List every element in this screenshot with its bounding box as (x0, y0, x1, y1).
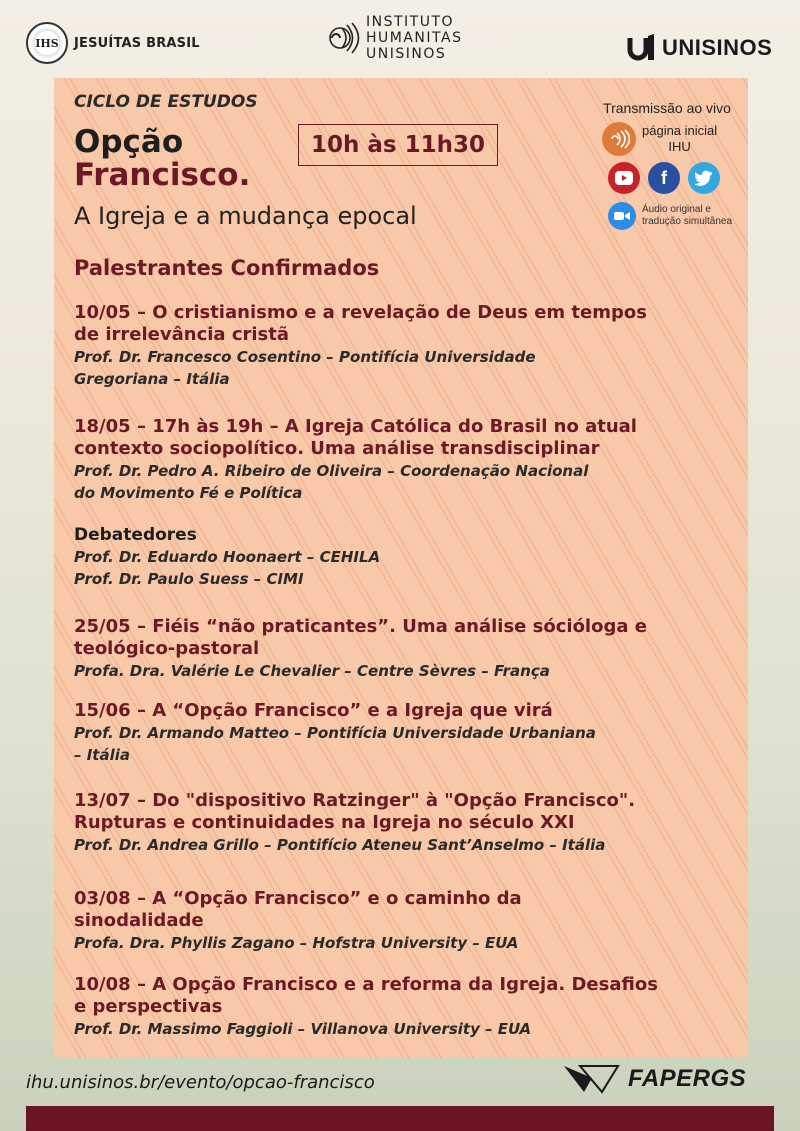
session-speaker-line: Prof. Dr. Andrea Grillo – Pontifício Ateneu Sant’Anselmo – Itália (74, 836, 606, 854)
session-item (74, 700, 734, 766)
session-title-line: de irrelevância cristã (74, 324, 289, 345)
session-item (74, 974, 734, 1040)
session-speaker-line: Gregoriana – Itália (74, 370, 230, 388)
instituto-humanitas-logo[interactable] (328, 14, 462, 62)
session-speaker (74, 834, 734, 856)
ihu-icon[interactable] (602, 122, 636, 156)
session-speaker (74, 1018, 734, 1040)
ihu-logo-line: HUMANITAS (366, 30, 463, 46)
session-speaker-line: – Itália (74, 746, 131, 764)
live-stream-block (602, 100, 742, 230)
ihu-logo-text (366, 14, 462, 62)
poster-panel (54, 78, 748, 1058)
session-speaker (74, 660, 734, 682)
home-page-line: IHU (668, 139, 691, 154)
top-logo-bar (0, 0, 800, 86)
ihu-logo-line: INSTITUTO (366, 14, 455, 30)
ihu-home-link[interactable] (602, 122, 742, 156)
session-speaker (74, 346, 734, 390)
jesuitas-logo-text: JESUÍTAS BRASIL (74, 35, 200, 51)
session-title (74, 616, 734, 660)
event-url-link[interactable]: ihu.unisinos.br/evento/opcao-francisco (26, 1072, 375, 1093)
session-item (74, 888, 734, 954)
fapergs-logo-text: FAPERGS (628, 1065, 747, 1092)
session-title-line: Rupturas e continuidades na Igreja no século XXI (74, 812, 575, 833)
session-title-line: sinodalidade (74, 910, 204, 931)
session-title-line: 10/05 – O cristianismo e a revelação de Deus em tempos (74, 302, 647, 323)
session-title-line: contexto sociopolítico. Uma análise transdisciplinar (74, 438, 600, 459)
time-box (298, 124, 498, 166)
fapergs-mark-icon (562, 1064, 620, 1094)
unisinos-mark-icon (626, 34, 656, 62)
facebook-icon[interactable]: f (648, 162, 680, 194)
session-speaker (74, 460, 734, 504)
session-speaker-line: Prof. Dr. Pedro A. Ribeiro de Oliveira – Coordenação Nacional (74, 462, 589, 480)
speakers-heading: Palestrantes Confirmados (74, 256, 380, 280)
session-title-line: teológico-pastoral (74, 638, 260, 659)
session-title (74, 302, 734, 346)
cycle-label: CICLO DE ESTUDOS (74, 92, 258, 112)
session-item (74, 616, 734, 682)
session-title-line: 03/08 – A “Opção Francisco” e o caminho da (74, 888, 522, 909)
jesuitas-brasil-logo[interactable] (26, 22, 200, 64)
session-speaker (74, 722, 734, 766)
sound-waves-icon (328, 20, 362, 56)
session-speaker (74, 932, 734, 954)
session-speaker-line: Profa. Dra. Valérie Le Chevalier – Centre Sèvres – França (74, 662, 550, 680)
session-title-line: 25/05 – Fiéis “não praticantes”. Uma análise sócióloga e (74, 616, 647, 637)
session-title-line: 15/06 – A “Opção Francisco” e a Igreja que virá (74, 700, 553, 721)
session-title (74, 700, 734, 722)
zoom-label (642, 204, 732, 228)
live-title: Transmissão ao vivo (603, 100, 731, 116)
unisinos-logo-text: UNISINOS (662, 35, 773, 60)
session-speaker-line: Prof. Dr. Massimo Faggioli – Villanova University – EUA (74, 1020, 532, 1038)
session-speaker-line: Profa. Dra. Phyllis Zagano – Hofstra University – EUA (74, 934, 519, 952)
home-page-label (642, 123, 717, 155)
zoom-label-line: Áudio original e (642, 204, 711, 215)
zoom-link[interactable] (608, 202, 742, 230)
subtitle: A Igreja e a mudança epocal (74, 202, 417, 230)
session-speaker-line: Prof. Dr. Francesco Cosentino – Pontifícia Universidade (74, 348, 536, 366)
session-title-line: 10/08 – A Opção Francisco e a reforma da Igreja. Desafios (74, 974, 658, 995)
jesuit-seal-icon: IHS (26, 22, 68, 64)
session-item (74, 302, 734, 390)
title-line-1: Opção (74, 124, 184, 160)
ihu-logo-line: UNISINOS (366, 46, 447, 62)
session-item (74, 416, 734, 504)
session-title-line: e perspectivas (74, 996, 223, 1017)
home-page-line: página inicial (642, 123, 718, 138)
title-line-2: Francisco. (74, 157, 251, 193)
session-title (74, 790, 734, 834)
debater: Prof. Dr. Eduardo Hoonaert – CEHILA (74, 548, 381, 566)
session-title (74, 416, 734, 460)
session-title-line: 18/05 – 17h às 19h – A Igreja Católica do Brasil no atual (74, 416, 637, 437)
zoom-label-line: tradução simultânea (642, 216, 733, 227)
session-title (74, 888, 734, 932)
time-text: 10h às 11h30 (311, 132, 485, 158)
session-title (74, 974, 734, 1018)
youtube-icon[interactable] (608, 162, 640, 194)
bottom-bar (26, 1106, 774, 1131)
session-speaker-line: do Movimento Fé e Política (74, 484, 303, 502)
session-item (74, 790, 734, 856)
debaters-block (74, 524, 734, 590)
twitter-icon[interactable] (688, 162, 720, 194)
zoom-icon[interactable] (608, 202, 636, 230)
debaters-heading: Debatedores (74, 525, 197, 545)
unisinos-logo[interactable] (626, 34, 772, 62)
social-icons (608, 162, 742, 194)
session-title-line: 13/07 – Do "dispositivo Ratzinger" à "Opção Francisco". (74, 790, 636, 811)
fapergs-logo[interactable] (562, 1064, 746, 1094)
session-speaker-line: Prof. Dr. Armando Matteo – Pontifícia Universidade Urbaniana (74, 724, 596, 742)
debater: Prof. Dr. Paulo Suess – CIMI (74, 570, 304, 588)
